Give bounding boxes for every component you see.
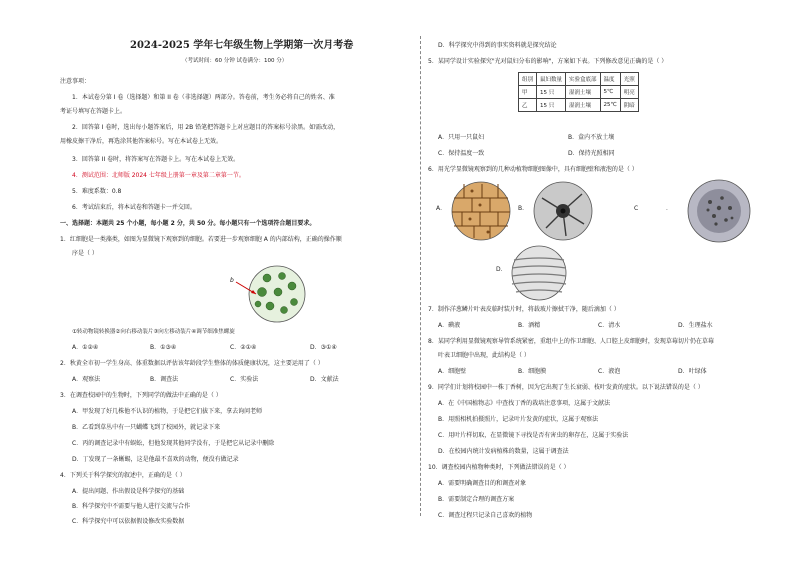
q8-option-c[interactable]: C．液泡 [598, 368, 621, 375]
q1-stem: 1．红细胞是一类藻类，如图为显微镜下观察到的细胞。若要进一步观察细胞 A 的内部结构，正确的操作顺 [60, 236, 342, 243]
q3-option-a[interactable]: A．甲发现了好几株他不认识的植物，于是把它们拔下来，拿去询问老师 [72, 408, 263, 415]
notes-heading: 注意事项： [60, 78, 91, 85]
q10-option-c[interactable]: C．调查过程只记录自己喜欢的植物 [438, 512, 533, 519]
q7-option-c[interactable]: C．清水 [598, 322, 621, 329]
q6-label-d[interactable]: D． [496, 266, 507, 273]
table-cell: 甲 [519, 86, 537, 99]
q7-stem: 7．制作洋葱鳞片叶表皮临时装片时，将载玻片擦拭干净，随后滴加（ ） [428, 306, 620, 313]
q2-stem: 2．秋黄全市初一学生身高、体重数据以评估该年龄段学生整体的体质健康状况，这主要运用了（ ） [60, 360, 324, 367]
q5-option-a[interactable]: A．只用一只鼠妇 [438, 134, 485, 141]
table-cell: 鼠妇数量 [537, 73, 566, 86]
column-divider [420, 36, 421, 516]
table-cell: 乙 [519, 99, 537, 112]
table-row [519, 73, 639, 86]
table-cell: 5℃ [600, 86, 620, 99]
q5-option-c[interactable]: C．保持温度一致 [438, 150, 485, 157]
q9-option-d[interactable]: D．在校园内统计发病植株的数量，这属于调查法 [438, 448, 569, 455]
q3-option-d[interactable]: D．丁发现了一条蜥蜴，这是他最不喜欢的动物，便没有做记录 [72, 456, 239, 463]
q7-option-d[interactable]: D．生理盐水 [678, 322, 713, 329]
page-title: 2024-2025 学年七年级生物上学期第一次月考卷 [130, 40, 354, 51]
q10-stem: 10．调查校园内植物种类时，下列做法错误的是（ ） [428, 464, 570, 471]
q8-option-b[interactable]: B．细胞膜 [518, 368, 547, 375]
q7-option-b[interactable]: B．酒精 [518, 322, 541, 329]
q9-stem: 9．同学们计划将校园中一株丁香树，因为它出现了生长衰弱、枝叶发黄的症状。以下说法错误的是（ ） [428, 384, 704, 391]
note-line-scope: 4．测试范围：北师版 2024 七年级上册第一章及第二章第一节。 [72, 172, 245, 179]
q1-option-d[interactable]: D．③①④ [310, 344, 337, 351]
q5-stem: 5．某同学设计实验探究"光对鼠妇分布的影响"，方案如下表。下列修改意见正确的是（ ） [428, 58, 668, 65]
note-line: 6．考试结束后，将本试卷和答题卡一并交回。 [72, 204, 196, 211]
note-line: 2．回答第 I 卷时，选出每小题答案后，用 2B 铅笔把答题卡上对应题目的答案标号涂黑。如需改动， [72, 124, 340, 131]
table-cell: 明亮 [620, 86, 638, 99]
q6-image-d[interactable] [510, 244, 568, 302]
table-cell: 15 只 [537, 99, 566, 112]
q6-label-c-dot: ． [666, 205, 673, 212]
table-cell: 25℃ [600, 99, 620, 112]
q10-option-a[interactable]: A．需要明确调查目的和调查对象 [438, 480, 527, 487]
q1-fig-label: b [230, 277, 234, 284]
q3-option-b[interactable]: B．乙看到草丛中有一只蝴蝶飞到了校园外，就记录下来 [72, 424, 221, 431]
q10-option-b[interactable]: B．需要制定合理的调查方案 [438, 496, 515, 503]
q2-option-a[interactable]: A．观察法 [72, 376, 101, 383]
q1-microscope-figure [222, 262, 312, 324]
q3-stem: 3．在调查校园中的生物时，下列同学的做法中正确的是（ ） [60, 392, 222, 399]
note-line: 3．回答第 II 卷时，将答案写在答题卡上。写在本试卷上无效。 [72, 156, 240, 163]
q8-stem: 8．某同学利用显微镜观察导管系统紧密，重组中上的作卫细胞、人口腔上皮细胞时，发现草莓切片仍在草莓 [428, 338, 714, 345]
q2-option-b[interactable]: B．调查法 [150, 376, 179, 383]
note-line: 考证号填写在答题卡上。 [60, 108, 127, 115]
table-cell: 15 只 [537, 86, 566, 99]
q8-option-d[interactable]: D．叶绿体 [678, 368, 707, 375]
table-row [519, 86, 639, 99]
table-cell: 湿润土壤 [566, 99, 601, 112]
q4-option-c[interactable]: C．科学探究中可以依据假设修改实验数据 [72, 518, 185, 525]
q1-stem-cont: 序是（ ） [72, 250, 98, 257]
q6-stem: 6．用光学显微镜观察到的几种动植物细胞图像中，具有细胞壁和液泡的是（ ） [428, 166, 638, 173]
table-cell: 实验盒底部 [566, 73, 601, 86]
q4-stem: 4．下列关于科学探究的叙述中，正确的是（ ） [60, 472, 186, 479]
q9-option-c[interactable]: C．用叶片样切取，在显微镜下寻找是否有害虫的卵存在，这属于实验法 [438, 432, 629, 439]
q5-table [518, 72, 639, 112]
q5-option-d[interactable]: D．保持光照相同 [568, 150, 615, 157]
q4-option-d[interactable]: D．科学探究中得到的事实资料就是探究结论 [438, 42, 557, 49]
q6-label-a[interactable]: A． [436, 205, 447, 212]
q6-label-c[interactable]: C [634, 205, 639, 212]
q7-option-a[interactable]: A．碘液 [438, 322, 461, 329]
q4-option-a[interactable]: A．提出问题、作出假设是科学探究的基础 [72, 488, 185, 495]
q1-option-a[interactable]: A．①②④ [72, 344, 99, 351]
q9-option-a[interactable]: A．在《中国植物志》中查找丁香的栽培注意事项，这属于文献法 [438, 400, 611, 407]
table-cell: 温度 [600, 73, 620, 86]
q2-option-d[interactable]: D．文献法 [310, 376, 339, 383]
q6-image-a[interactable] [450, 180, 512, 242]
q6-label-b[interactable]: B． [518, 205, 529, 212]
q2-option-c[interactable]: C．实验法 [230, 376, 259, 383]
q8-option-a[interactable]: A．细胞壁 [438, 368, 467, 375]
q6-image-c[interactable] [686, 178, 752, 244]
note-line: 5．难度系数：0.8 [72, 188, 122, 195]
q1-option-b[interactable]: B．①③④ [150, 344, 177, 351]
q6-image-b[interactable] [532, 180, 594, 242]
exam-info: （考试时间：60 分钟 试卷满分：100 分） [182, 58, 288, 64]
q8-stem-cont: 叶表卫细胞中出现，此结构是（ ） [438, 352, 530, 359]
q4-option-b[interactable]: B．科学探究中不需要与他人进行交流与合作 [72, 503, 191, 510]
table-row [519, 99, 639, 112]
table-cell: 阴暗 [620, 99, 638, 112]
q5-option-b[interactable]: B．盒内不放土壤 [568, 134, 615, 141]
section-heading: 一、选择题：本题共 25 个小题，每小题 2 分，共 50 分。每小题只有一个选项符合题目要求。 [60, 220, 316, 227]
q9-option-b[interactable]: B．用照相机拍摄照片，记录叶片发黄的症状，这属于观察法 [438, 416, 599, 423]
q3-option-c[interactable]: C．丙的调查记录中有蜈蚣，但他发现其他同学没有，于是把它从记录中删除 [72, 440, 275, 447]
table-cell: 光照 [620, 73, 638, 86]
table-cell: 组别 [519, 73, 537, 86]
q1-caption: ①转动物镜转换器②向右移动装片③向左移动装片④调节细准焦螺旋 [72, 329, 235, 335]
note-line: 用橡皮擦干净后，再选涂其他答案标号。写在本试卷上无效。 [60, 138, 223, 145]
q1-option-c[interactable]: C．②①④ [230, 344, 257, 351]
note-line: 1．本试卷分第 I 卷（选择题）和第 II 卷（非选择题）两部分。答卷前，考生务必将自己的姓名、准 [72, 94, 335, 101]
table-cell: 湿润土壤 [566, 86, 601, 99]
